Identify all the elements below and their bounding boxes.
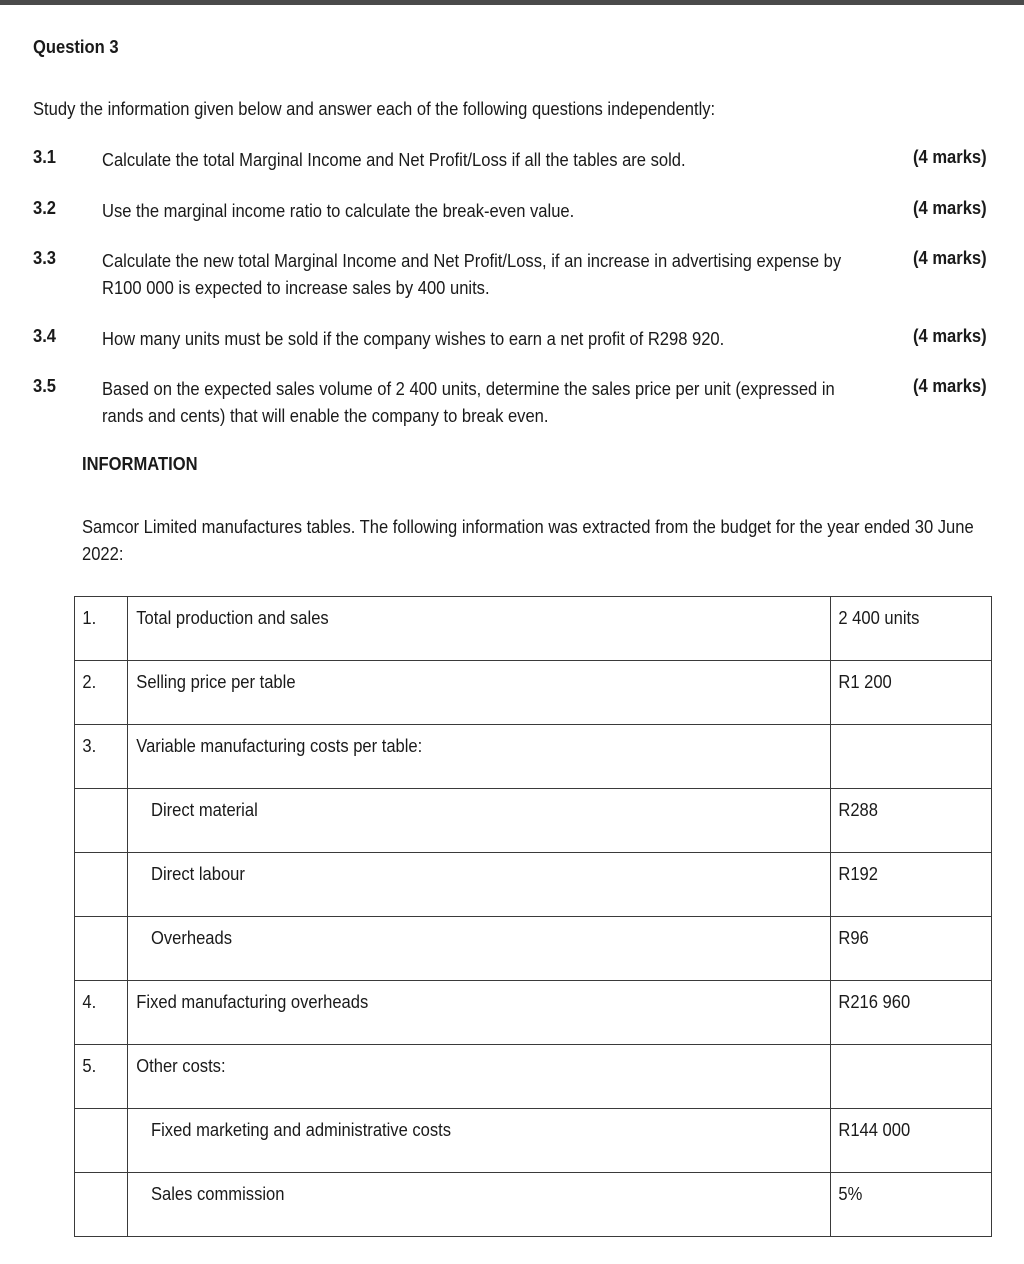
row-label-cell [127,1045,830,1109]
question-marks: (4 marks) [913,198,987,218]
row-label-cell [127,1109,830,1173]
row-number: 4. [82,992,97,1012]
question-text: How many units must be sold if the company wishes to earn a net profit of R298 920. [102,329,725,349]
row-value-cell [831,1045,992,1109]
table-row [75,1109,992,1173]
row-value: R216 960 [838,992,911,1012]
question-number: 3.5 [33,376,57,396]
row-label-cell [127,981,830,1045]
row-value: R288 [838,800,879,820]
row-number-cell [75,1109,128,1173]
row-number [75,1173,123,1184]
table-row [75,1045,992,1109]
information-text: Samcor Limited manufactures tables. The following information was extracted from the budget for the year ended 30 June 2022: [82,517,974,564]
row-number: 2. [82,672,97,692]
row-number [75,853,123,864]
table-row [75,853,992,917]
question-text: Calculate the new total Marginal Income and Net Profit/Loss, if an increase in advertising expense by R100 000 is expected to increase sales by 400 units. [102,251,842,298]
row-value: 2 400 units [838,608,920,628]
row-label-cell [127,597,830,661]
question-text: Based on the expected sales volume of 2 400 units, determine the sales price per unit (expressed in rands and cents) that will enable the company to break even. [102,379,835,426]
top-border-bar [0,0,1024,5]
row-label: Sales commission [150,1184,285,1204]
row-number: 1. [82,608,97,628]
row-label-cell [127,789,830,853]
row-number-cell [75,981,128,1045]
row-label-cell [127,853,830,917]
row-label: Total production and sales [136,608,329,628]
row-number-cell [75,917,128,981]
row-number-cell [75,597,128,661]
question-text: Calculate the total Marginal Income and Net Profit/Loss if all the tables are sold. [102,150,686,170]
table-row [75,1173,992,1237]
row-number [75,917,123,928]
question-number: 3.4 [33,326,57,346]
row-label-cell [127,917,830,981]
row-value: R96 [838,928,869,948]
row-number [75,1109,123,1120]
row-label-cell [127,1173,830,1237]
row-number-cell [75,789,128,853]
row-value-cell [831,853,992,917]
row-value: 5% [838,1184,863,1204]
row-label: Selling price per table [136,672,296,692]
row-value-cell [831,661,992,725]
row-value [831,725,978,736]
row-label: Overheads [150,928,232,948]
row-label-cell [127,661,830,725]
row-value-cell [831,1173,992,1237]
row-number-cell [75,1173,128,1237]
row-label: Variable manufacturing costs per table: [136,736,423,756]
row-value: R192 [838,864,879,884]
row-value: R144 000 [838,1120,911,1140]
row-number-cell [75,853,128,917]
row-label: Direct labour [150,864,245,884]
question-marks: (4 marks) [913,376,987,396]
row-value-cell [831,597,992,661]
intro-text: Study the information given below and answer each of the following questions independently: [33,99,716,119]
row-value-cell [831,1109,992,1173]
row-value-cell [831,725,992,789]
row-value [831,1045,978,1056]
table-row [75,981,992,1045]
row-value-cell [831,789,992,853]
question-text: Use the marginal income ratio to calculate the break-even value. [102,201,575,221]
row-value-cell [831,981,992,1045]
information-heading: INFORMATION [82,454,198,474]
question-marks: (4 marks) [913,248,987,268]
question-marks: (4 marks) [913,147,987,167]
row-label: Other costs: [136,1056,226,1076]
question-number: 3.1 [33,147,57,167]
row-number [75,789,123,800]
row-number-cell [75,725,128,789]
budget-table [74,596,992,1237]
question-marks: (4 marks) [913,326,987,346]
row-number-cell [75,1045,128,1109]
table-row [75,725,992,789]
row-number: 3. [82,736,97,756]
row-label: Fixed manufacturing overheads [136,992,369,1012]
row-label: Direct material [150,800,258,820]
row-number-cell [75,661,128,725]
row-label-cell [127,725,830,789]
page-title: Question 3 [33,37,119,57]
table-row [75,661,992,725]
table-row [75,789,992,853]
table-row [75,597,992,661]
row-value: R1 200 [838,672,892,692]
row-label: Fixed marketing and administrative costs [150,1120,451,1140]
question-number: 3.3 [33,248,57,268]
question-number: 3.2 [33,198,57,218]
row-number: 5. [82,1056,97,1076]
table-row [75,917,992,981]
row-value-cell [831,917,992,981]
